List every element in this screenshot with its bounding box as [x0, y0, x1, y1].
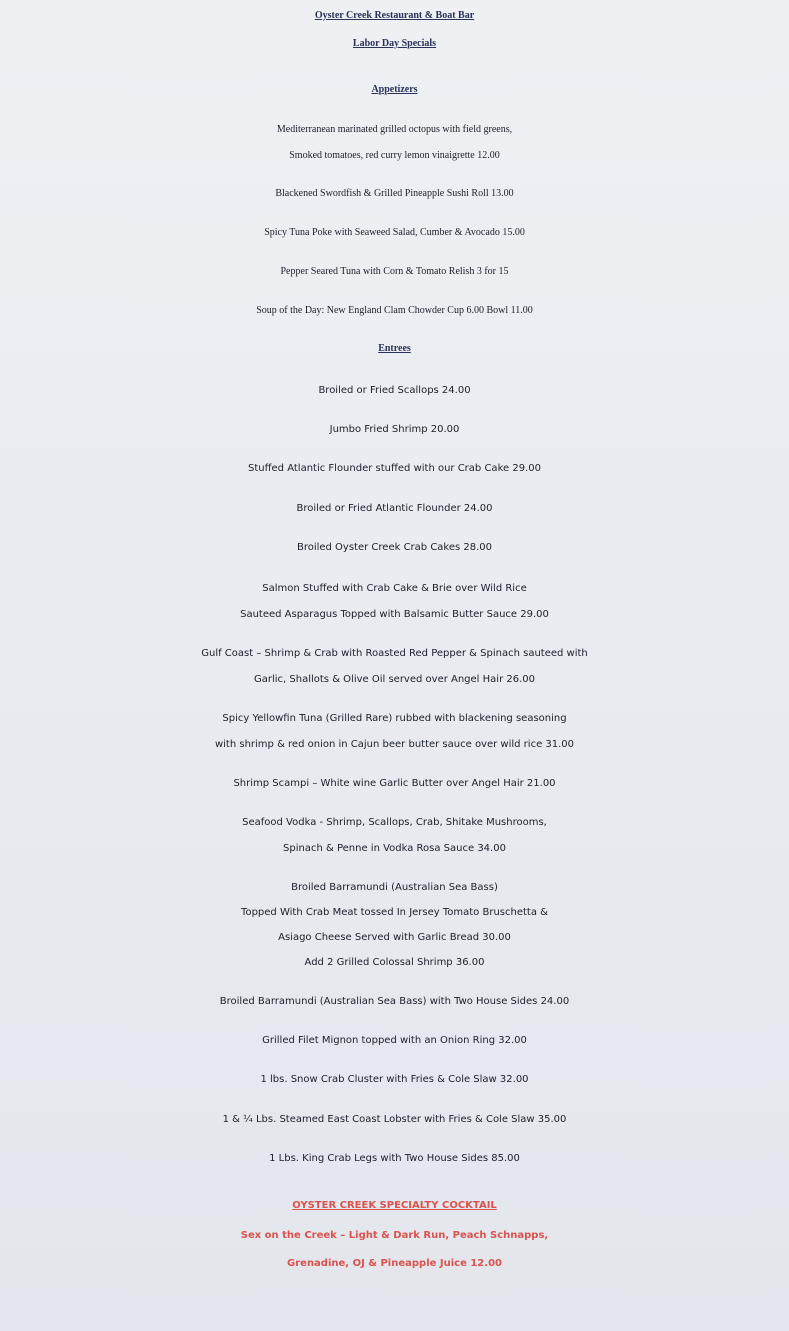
entree-line: Sauteed Asparagus Topped with Balsamic Butter Sauce 29.00 [240, 609, 549, 620]
entree-line: Stuffed Atlantic Flounder stuffed with our Crab Cake 29.00 [248, 463, 541, 474]
entree-line: Jumbo Fried Shrimp 20.00 [329, 424, 460, 435]
entree-line: Grilled Filet Mignon topped with an Onion Ring 32.00 [262, 1035, 527, 1046]
entree-line: 1 lbs. Snow Crab Cluster with Fries & Cole Slaw 32.00 [260, 1074, 529, 1085]
entrees-heading: Entrees [378, 343, 411, 354]
entree-line: Garlic, Shallots & Olive Oil served over Angel Hair 26.00 [254, 674, 535, 685]
appetizer-line: Spicy Tuna Poke with Seaweed Salad, Cumber & Avocado 15.00 [264, 227, 525, 238]
entree-line: Topped With Crab Meat tossed In Jersey Tomato Bruschetta & [241, 907, 548, 918]
entree-line: Asiago Cheese Served with Garlic Bread 30.00 [278, 932, 511, 943]
entree-line: Spinach & Penne in Vodka Rosa Sauce 34.00 [283, 843, 506, 854]
entree-line: 1 Lbs. King Crab Legs with Two House Sides 85.00 [269, 1153, 520, 1164]
entree-line: Broiled or Fried Scallops 24.00 [318, 385, 471, 396]
entree-line: Gulf Coast – Shrimp & Crab with Roasted Red Pepper & Spinach sauteed with [201, 648, 588, 659]
entree-line: Broiled Barramundi (Australian Sea Bass) with Two House Sides 24.00 [219, 996, 570, 1007]
appetizer-line: Soup of the Day: New England Clam Chowder Cup 6.00 Bowl 11.00 [256, 305, 533, 316]
appetizer-line: Mediterranean marinated grilled octopus with field greens, [276, 124, 513, 135]
appetizer-line: Blackened Swordfish & Grilled Pineapple Sushi Roll 13.00 [275, 188, 514, 199]
cocktail-line: Grenadine, OJ & Pineapple Juice 12.00 [287, 1258, 502, 1269]
entree-line: Broiled Barramundi (Australian Sea Bass) [291, 882, 498, 893]
entree-line: Shrimp Scampi – White wine Garlic Butter over Angel Hair 21.00 [233, 778, 556, 789]
appetizer-line: Pepper Seared Tuna with Corn & Tomato Relish 3 for 15 [280, 266, 509, 277]
cocktail-heading: OYSTER CREEK SPECIALTY COCKTAIL [292, 1200, 497, 1211]
appetizers-heading: Appetizers [371, 84, 418, 95]
entree-line: Broiled Oyster Creek Crab Cakes 28.00 [296, 542, 493, 553]
entree-line: 1 & ¼ Lbs. Steamed East Coast Lobster with Fries & Cole Slaw 35.00 [222, 1114, 567, 1125]
entree-line: Seafood Vodka - Shrimp, Scallops, Crab, Shitake Mushrooms, [242, 817, 547, 828]
entree-line: with shrimp & red onion in Cajun beer butter sauce over wild rice 31.00 [214, 739, 575, 750]
entree-line: Add 2 Grilled Colossal Shrimp 36.00 [304, 957, 485, 968]
appetizer-line: Smoked tomatoes, red curry lemon vinaigrette 12.00 [289, 150, 500, 161]
restaurant-name: Oyster Creek Restaurant & Boat Bar [314, 10, 475, 21]
entree-line: Broiled or Fried Atlantic Flounder 24.00 [296, 503, 493, 514]
entree-line: Spicy Yellowfin Tuna (Grilled Rare) rubbed with blackening seasoning [222, 713, 567, 724]
cocktail-line: Sex on the Creek – Light & Dark Run, Peach Schnapps, [240, 1230, 549, 1241]
page-title: Labor Day Specials [352, 38, 437, 49]
entree-line: Salmon Stuffed with Crab Cake & Brie over Wild Rice [262, 583, 527, 594]
